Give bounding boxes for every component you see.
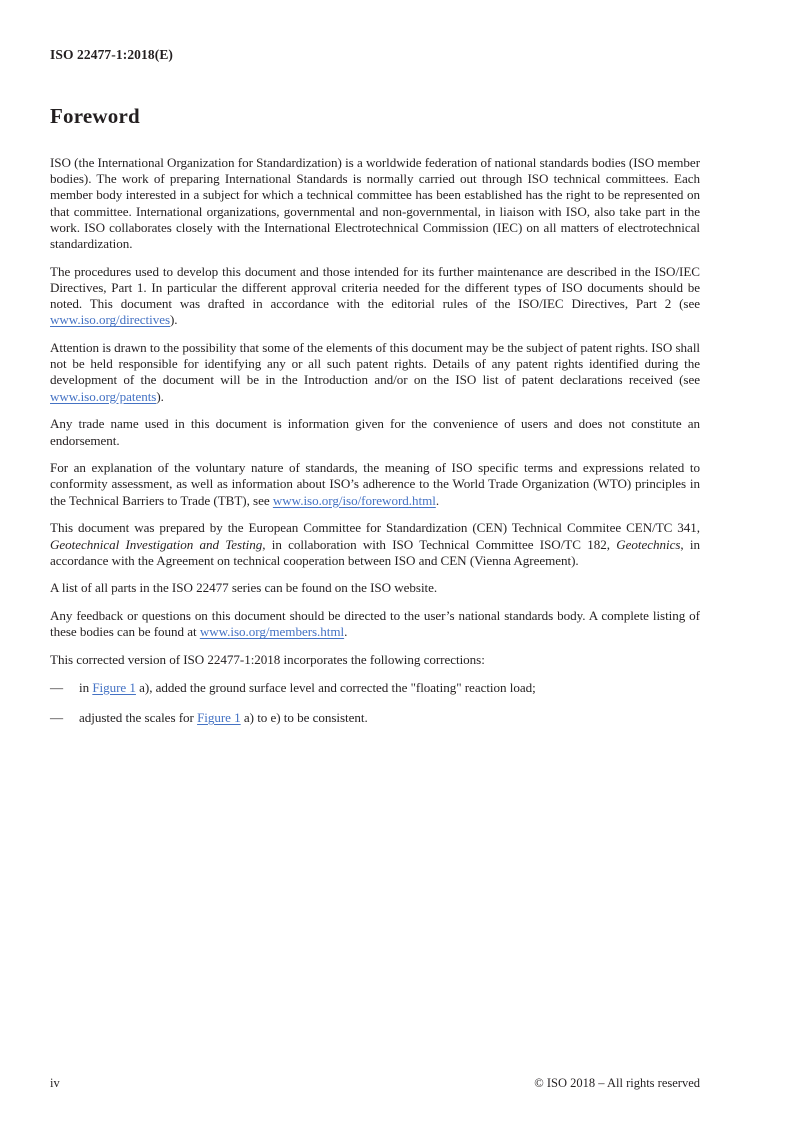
body-paragraph: Attention is drawn to the possibility that some of the elements of this document may be the subject of patent rights. ISO shall not be held responsible for identifying any or all such patent rights. Details of any patent rights identified during the development of the document will be in the Introduction and/or on the ISO list of patent declarations received (see www.iso.org/patents). (50, 340, 700, 404)
hyperlink[interactable]: www.iso.org/directives (50, 312, 170, 328)
page-footer (50, 1076, 700, 1091)
body-paragraph: ISO (the International Organization for Standardization) is a worldwide federation of national standards bodies (ISO member bodies). The work of preparing International Standards is normally carried out through ISO technical committees. Each member body interested in a subject for which a technical committee has been established has the right to be represented on that committee. International organizations, governmental and non-governmental, in liaison with ISO, also take part in the work. ISO collaborates closely with the International Electrotechnical Commission (IEC) on all matters of electrotechnical standardization. (50, 155, 700, 252)
correction-list-item (50, 710, 700, 726)
list-item-text: in Figure 1 a), added the ground surface level and corrected the "floating" reaction load; (79, 679, 536, 695)
italic-text: Geotechnical Investigation and Testing (50, 536, 263, 552)
body-paragraph: Any trade name used in this document is information given for the convenience of users and does not constitute an endorsement. (50, 416, 700, 448)
list-dash-marker: — (50, 709, 64, 725)
hyperlink[interactable]: www.iso.org/members.html (199, 624, 345, 640)
doc-reference: ISO 22477-1:2018(E) (50, 47, 174, 62)
hyperlink[interactable]: Figure 1 (197, 709, 241, 725)
italic-text: Geotechnics (616, 536, 681, 552)
body-paragraph: For an explanation of the voluntary nature of standards, the meaning of ISO specific terms and expressions related to conformity assessment, as well as information about ISO’s adherence to the World Trade Organization (WTO) principles in the Technical Barriers to Trade (TBT), see www.iso​.org/iso/foreword.html. (50, 460, 700, 508)
hyperlink[interactable]: www.iso​.org/iso/foreword.html (272, 492, 436, 508)
body-paragraph: Any feedback or questions on this document should be directed to the user’s national standards body. A complete listing of these bodies can be found at www.iso.org/members.html. (50, 608, 700, 640)
hyperlink[interactable]: www.iso.org/patents (50, 388, 157, 404)
body-paragraph: The procedures used to develop this document and those intended for its further maintenance are described in the ISO/IEC Directives, Part 1. In particular the different approval criteria needed for the different types of ISO documents should be noted. This document was drafted in accordance with the editorial rules of the ISO/IEC Directives, Part 2 (see www.iso.org/directives). (50, 263, 700, 328)
body-paragraph: This document was prepared by the European Committee for Standardization (CEN) Technical Commitee CEN/TC 341, Geotechnical Investigation and Testing, in collaboration with ISO Technical Committee ISO/TC 182, Geotechnics, in accordance with the Agreement on technical cooperation between ISO and CEN (Vienna Agreement). (50, 520, 700, 568)
body-paragraph: A list of all parts in the ISO 22477 series can be found on the ISO website. (50, 580, 438, 596)
running-header (50, 47, 700, 63)
page-title: Foreword (50, 104, 140, 128)
page-number: iv (50, 1076, 60, 1090)
correction-list-item (50, 680, 700, 696)
list-item-text: adjusted the scales for Figure 1 a) to e) to be consistent. (79, 709, 368, 725)
list-dash-marker: — (50, 679, 64, 695)
copyright-notice: © ISO 2018 – All rights reserved (534, 1076, 700, 1090)
body-paragraph: This corrected version of ISO 22477-1:2018 incorporates the following corrections: (50, 652, 485, 668)
foreword-body (50, 155, 700, 726)
hyperlink[interactable]: Figure 1 (92, 679, 136, 695)
